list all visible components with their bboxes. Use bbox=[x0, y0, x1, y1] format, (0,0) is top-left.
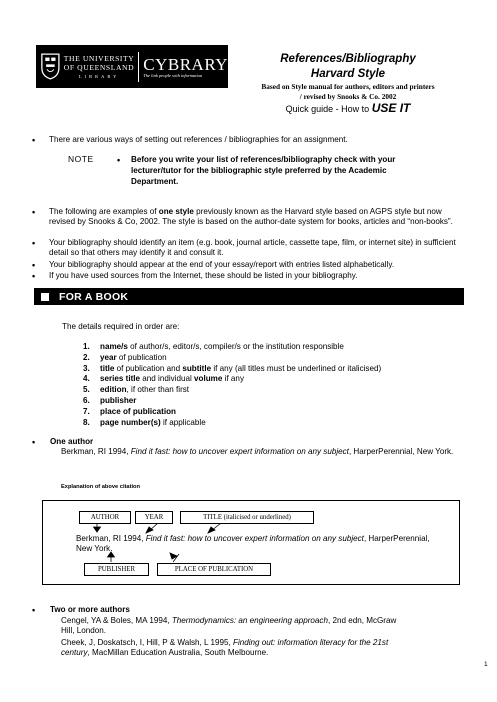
two-authors-citation-2: Cheek, J, Doskatsch, I, Hill, P & Walsh, L 1995, Finding out: information literacy for the 21st century, MacMillan Education Australia, South Melbourne. bbox=[61, 638, 389, 658]
uq-line2: OF QUEENSLAND bbox=[63, 63, 135, 72]
bullet-icon: • bbox=[32, 271, 36, 281]
bullet-icon: • bbox=[117, 155, 121, 165]
list-item: 8. page number(s) if applicable bbox=[83, 417, 206, 427]
uq-line1: THE UNIVERSITY bbox=[63, 54, 135, 63]
bullet-style-text bbox=[49, 207, 465, 228]
bullet-icon: • bbox=[32, 260, 36, 270]
two-authors-heading: Two or more authors bbox=[50, 605, 130, 614]
bullet-icon: • bbox=[32, 135, 36, 145]
bullet-icon: • bbox=[32, 605, 36, 615]
bullet-style-pre: The following are examples of bbox=[49, 207, 159, 216]
library-logo bbox=[36, 45, 228, 88]
cybrary-title: CYBRARY bbox=[143, 54, 228, 74]
explanation-label: Explanation of above citation bbox=[61, 484, 141, 490]
one-author-citation: Berkman, RI 1994, Find it fast: how to uncover expert information on any subject, HarperPerennial, New York. bbox=[61, 447, 454, 456]
note-text: Before you write your list of references/bibliography check with your lecturer/tutor for the bibliographic style preferred by the Academic Department. bbox=[131, 155, 396, 186]
one-author-heading: One author bbox=[50, 437, 94, 446]
bullet-style-post: previously known as the Harvard style based on AGPS style but now revised by Snooks & Co, 2002. The style is based on the author-date system for books, articles and “non-books”. bbox=[49, 207, 453, 227]
section-for-a-book bbox=[34, 288, 464, 305]
uq-library: LIBRARY bbox=[78, 74, 120, 79]
list-item: 4. series title and individual volume if any bbox=[83, 374, 244, 384]
diagram-citation: Berkman, RI 1994, Find it fast: how to uncover expert information on any subject, HarperPerennial, New York. bbox=[76, 534, 430, 554]
crest-icon bbox=[41, 51, 60, 82]
uq-wordmark bbox=[64, 54, 135, 79]
document-header bbox=[234, 52, 462, 115]
bullet-identify-text: Your bibliography should identify an item (e.g. book, journal article, cassette tape, film, or internet site) in sufficient detail so that others may identify it and consult it. bbox=[49, 238, 456, 258]
cybrary-wordmark bbox=[143, 56, 228, 78]
logo-divider bbox=[138, 52, 139, 82]
bullet-style-bold: one style bbox=[158, 207, 194, 216]
diagram-label-year: YEAR bbox=[135, 511, 173, 524]
diagram-label-author: AUTHOR bbox=[79, 511, 131, 524]
diagram-label-publisher: PUBLISHER bbox=[84, 563, 149, 576]
header-subtitle-2: / revised by Snooks & Co. 2002 bbox=[299, 91, 397, 101]
bullet-alphabetical-text: Your bibliography should appear at the end of your essay/report with entries listed alphabetically. bbox=[49, 260, 395, 269]
intro-text: There are various ways of setting out references / bibliographies for an assignment. bbox=[49, 135, 348, 144]
quick-guide-text: Quick guide - How to bbox=[285, 104, 372, 114]
header-title-1: References/Bibliography bbox=[280, 53, 416, 65]
two-authors-citation-1: Cengel, YA & Boles, MA 1994, Thermodynamics: an engineering approach, 2nd edn, McGraw Hill, London. bbox=[61, 616, 397, 636]
bullet-icon: • bbox=[32, 207, 36, 217]
diagram-label-place: PLACE OF PUBLICATION bbox=[157, 563, 271, 576]
list-item: 6. publisher bbox=[83, 395, 137, 405]
citation-diagram bbox=[42, 500, 460, 585]
list-item: 3. title of publication and subtitle if any (all titles must be underlined or italicised) bbox=[83, 363, 382, 373]
bullet-icon: • bbox=[32, 238, 36, 248]
use-it-text: USE IT bbox=[371, 101, 411, 115]
details-intro: The details required in order are: bbox=[62, 322, 180, 331]
section-title: FOR A BOOK bbox=[59, 290, 129, 303]
list-item: 2. year of publication bbox=[83, 352, 167, 362]
diagram-label-title: TITLE (italicised or underlined) bbox=[180, 511, 314, 524]
cybrary-tagline: The link people with information bbox=[143, 72, 203, 78]
note-label: NOTE bbox=[68, 154, 94, 164]
details-list bbox=[83, 342, 381, 428]
bullet-internet-text: If you have used sources from the Internet, these should be listed in your bibliography. bbox=[49, 271, 358, 280]
square-icon bbox=[41, 293, 49, 301]
header-subtitle-1: Based on Style manual for authors, editors and printers bbox=[261, 82, 435, 91]
bullet-icon: • bbox=[32, 437, 36, 447]
list-item: 5. edition, if other than first bbox=[83, 385, 190, 395]
list-item: 7. place of publication bbox=[83, 406, 176, 416]
header-quick-guide bbox=[234, 102, 462, 115]
page-number: 1 bbox=[484, 661, 488, 668]
header-title-2: Harvard Style bbox=[310, 68, 386, 80]
list-item: 1. name/s of author/s, editor/s, compiler/s or the institution responsible bbox=[83, 342, 344, 351]
